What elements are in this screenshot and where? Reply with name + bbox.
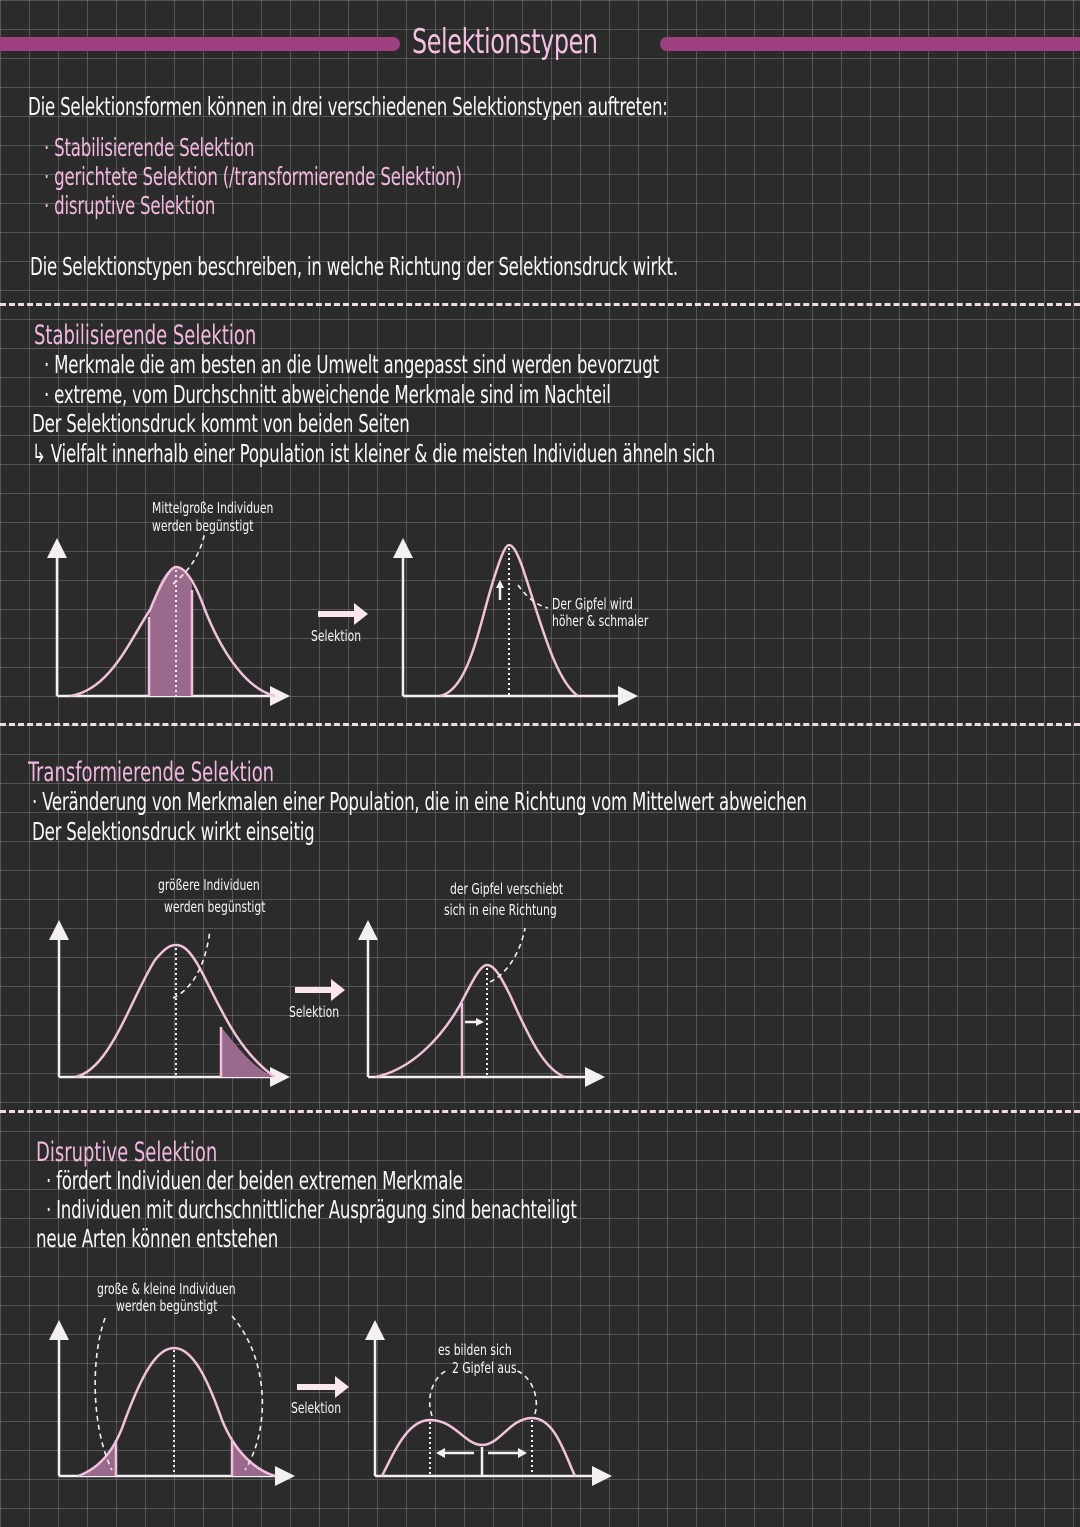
diagram-2-after-label-1: der Gipfel verschiebt	[450, 880, 564, 898]
diagram-3-after-label-2: 2 Gipfel aus	[452, 1359, 517, 1377]
diagram-2-after-label-2: sich in eine Richtung	[444, 901, 557, 919]
section-1-line-2: · extreme, vom Durchschnitt abweichende Merkmale sind im Nachteil	[44, 380, 611, 409]
intro-bullet-2: · gerichtete Selektion (/transformierende Selektion)	[44, 162, 462, 191]
diagram-1-before-label-1: Mittelgroße Individuen	[152, 499, 274, 517]
section-3-line-1: · fördert Individuen der beiden extremen Merkmale	[46, 1166, 463, 1195]
section-2-line-1: · Veränderung von Merkmalen einer Population, die in eine Richtung vom Mittelwert abweichen	[32, 787, 807, 816]
diagram-1-after-label-2: höher & schmaler	[552, 612, 649, 630]
diagram-3-after-label-1: es bilden sich	[438, 1341, 512, 1359]
section-heading-disruptive: Disruptive Selektion	[36, 1137, 218, 1168]
section-3-line-2: · Individuen mit durchschnittlicher Ausprägung sind benachteiligt	[46, 1195, 577, 1224]
section-1-line-3: Der Selektionsdruck kommt von beiden Seiten	[32, 409, 410, 438]
page-title: Selektionstypen	[412, 22, 598, 62]
section-1-line-4: ↳ Vielfalt innerhalb einer Population ist kleiner & die meisten Individuen ähneln sich	[32, 439, 716, 468]
section-1-line-1: · Merkmale die am besten an die Umwelt angepasst sind werden bevorzugt	[44, 350, 659, 379]
intro-text: Die Selektionsformen können in drei verschiedenen Selektionstypen auftreten:	[28, 92, 668, 121]
section-heading-stabilizing: Stabilisierende Selektion	[34, 320, 257, 351]
section-2-line-2: Der Selektionsdruck wirkt einseitig	[32, 817, 315, 846]
diagram-2-before-label-2: werden begünstigt	[164, 898, 266, 916]
diagram-1-before-label-2: werden begünstigt	[152, 517, 254, 535]
section-3-line-3: neue Arten können entstehen	[36, 1224, 279, 1253]
diagram-3-arrow-label: Selektion	[291, 1399, 342, 1417]
diagram-3-before-label-1: große & kleine Individuen	[97, 1280, 236, 1298]
diagram-2-arrow-label: Selektion	[289, 1003, 340, 1021]
intro-summary: Die Selektionstypen beschreiben, in welche Richtung der Selektionsdruck wirkt.	[30, 252, 678, 281]
diagram-1-after-label-1: Der Gipfel wird	[552, 595, 633, 613]
intro-bullet-3: · disruptive Selektion	[44, 191, 216, 220]
diagram-3-before-label-2: werden begünstigt	[116, 1297, 218, 1315]
diagram-2-before-label-1: größere Individuen	[158, 876, 260, 894]
diagram-1-arrow-label: Selektion	[311, 627, 362, 645]
section-heading-transforming: Transformierende Selektion	[28, 757, 275, 788]
intro-bullet-1: · Stabilisierende Selektion	[44, 133, 255, 162]
